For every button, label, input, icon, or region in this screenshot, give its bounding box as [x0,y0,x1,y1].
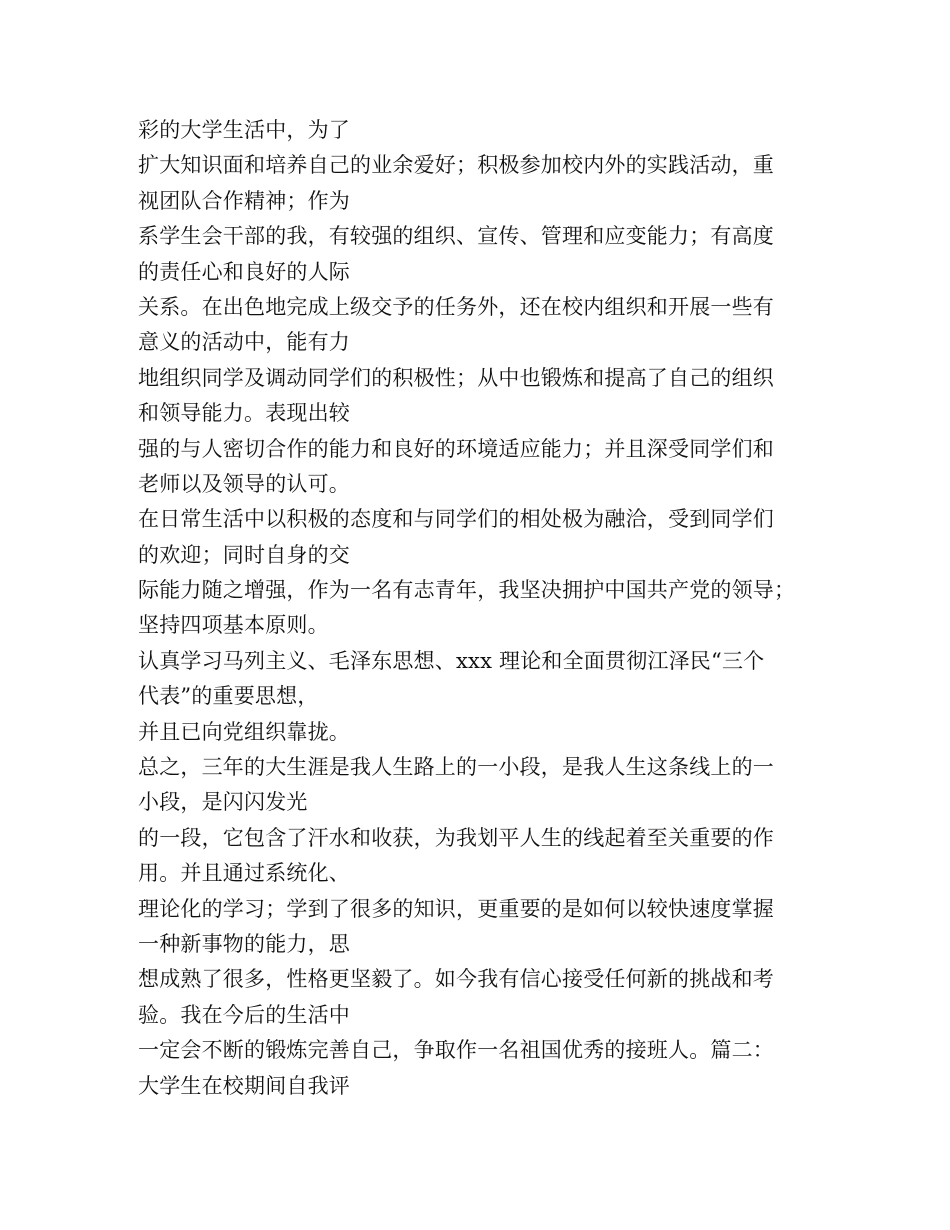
text-line: 扩大知识面和培养自己的业余爱好；积极参加校内外的实践活动，重 [138,153,774,178]
text-line: 视团队合作精神；作为 [138,188,350,213]
text-line: 老师以及领导的认可。 [138,471,350,496]
text-line: 并且已向党组织靠拢。 [138,719,350,744]
text-line: 小段，是闪闪发光 [138,790,308,815]
text-line: 一定会不断的锻炼完善自己，争取作一名祖国优秀的接班人。篇二： [138,1038,774,1063]
text-line: 用。并且通过系统化、 [138,861,350,886]
text-line: 坚持四项基本原则。 [138,613,329,638]
text-line: 代表”的重要思想， [138,684,319,709]
text-line: 在日常生活中以积极的态度和与同学们的相处极为融洽，受到同学们 [138,507,774,532]
text-line: 的一段，它包含了汗水和收获，为我划平人生的线起着至关重要的作 [138,825,774,850]
text-line: 强的与人密切合作的能力和良好的环境适应能力；并且深受同学们和 [138,436,774,461]
text-line: 想成熟了很多，性格更坚毅了。如今我有信心接受任何新的挑战和考 [138,967,774,992]
text-line: 彩的大学生活中，为了 [138,118,350,142]
text-line: 意义的活动中，能有力 [138,330,350,355]
text-line: 认真学习马列主义、毛泽东思想、xxx 理论和全面贯彻江泽民“三个 [138,648,765,673]
text-line: 关系。在出色地完成上级交予的任务外，还在校内组织和开展一些有 [138,294,774,319]
text-line: 系学生会干部的我，有较强的组织、宣传、管理和应变能力；有高度 [138,224,774,249]
text-line: 际能力随之增强，作为一名有志青年，我坚决拥护中国共产党的领导； [138,578,796,603]
document-body [138,113,838,1104]
text-line: 一种新事物的能力，思 [138,931,350,956]
text-line: 总之，三年的大生涯是我人生路上的一小段，是我人生这条线上的一 [138,755,774,780]
text-line: 地组织同学及调动同学们的积极性；从中也锻炼和提高了自己的组织 [138,365,774,390]
text-line: 和领导能力。表现出较 [138,401,350,426]
text-line: 的欢迎；同时自身的交 [138,542,350,567]
text-line: 验。我在今后的生活中 [138,1002,350,1027]
text-line: 理论化的学习；学到了很多的知识，更重要的是如何以较快速度掌握 [138,896,774,921]
text-line: 大学生在校期间自我评 [138,1073,350,1098]
text-line: 的责任心和良好的人际 [138,259,350,284]
